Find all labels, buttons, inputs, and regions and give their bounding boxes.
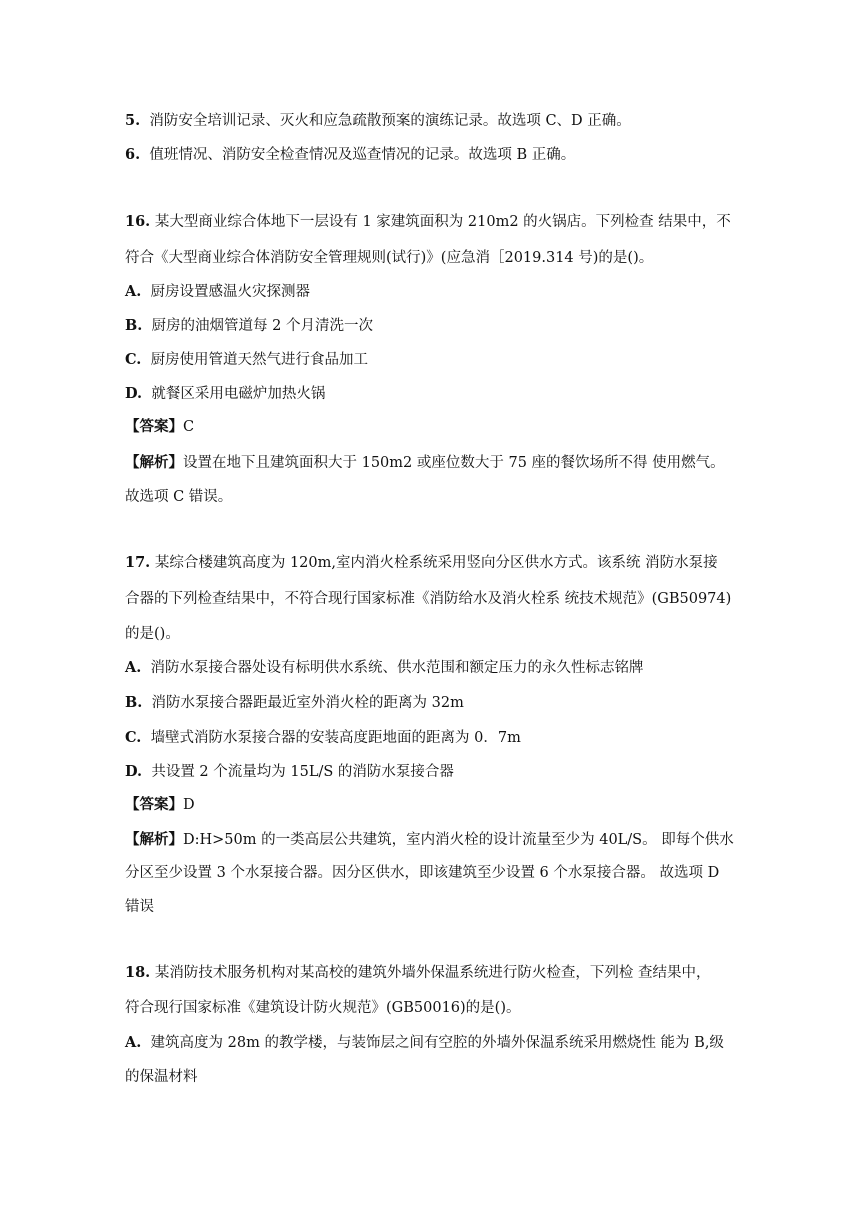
q16-stem-line-2 bbox=[125, 247, 747, 269]
option-label: C. bbox=[125, 351, 142, 368]
option-text: 消防水泵接合器距最近室外消火栓的距离为 32m bbox=[151, 695, 464, 711]
q16-analysis-line-2 bbox=[125, 486, 747, 508]
q16-option-c bbox=[125, 349, 747, 371]
analysis-text: 错误 bbox=[125, 899, 154, 915]
option-text: 建筑高度为 28m 的教学楼，与装饰层之间有空腔的外墙外保温系统采用燃烧性 能为 B,级 bbox=[150, 1035, 724, 1051]
question-number: 17. bbox=[125, 554, 151, 571]
q17-stem-line-3 bbox=[125, 623, 747, 645]
question-text: 某消防技术服务机构对某高校的建筑外墙外保温系统进行防火检查，下列检 查结果中， bbox=[154, 965, 711, 981]
option-label: D. bbox=[125, 763, 143, 780]
option-text: 就餐区采用电磁炉加热火锅 bbox=[151, 386, 326, 402]
option-text: 厨房设置感温火灾探测器 bbox=[150, 284, 311, 300]
list-item-5 bbox=[125, 110, 747, 132]
question-text: 的是()。 bbox=[125, 626, 180, 642]
option-label: A. bbox=[125, 283, 142, 300]
q17-option-b bbox=[125, 692, 747, 714]
list-item-6 bbox=[125, 144, 747, 166]
option-text: 的保温材料 bbox=[125, 1069, 198, 1085]
analysis-text: D:H>50m 的一类高层公共建筑，室内消火栓的设计流量至少为 40L/S。 即每个供水 bbox=[183, 832, 734, 848]
answer-value: D bbox=[183, 797, 195, 813]
option-text: 共设置 2 个流量均为 15L/S 的消防水泵接合器 bbox=[151, 764, 454, 780]
question-text: 某大型商业综合体地下一层设有 1 家建筑面积为 210m2 的火锅店。下列检查 结果中，不 bbox=[154, 214, 731, 230]
analysis-text: 故选项 C 错误。 bbox=[125, 489, 233, 505]
option-text: 墙壁式消防水泵接合器的安装高度距地面的距离为 0．7m bbox=[150, 730, 521, 746]
q17-option-d bbox=[125, 761, 747, 783]
item-number: 5. bbox=[125, 112, 141, 129]
q17-answer bbox=[125, 794, 747, 816]
option-label: D. bbox=[125, 385, 143, 402]
question-text: 符合现行国家标准《建筑设计防火规范》(GB50016)的是()。 bbox=[125, 1000, 521, 1016]
question-text: 合器的下列检查结果中，不符合现行国家标准《消防给水及消火栓系 统技术规范》(GB50974) bbox=[125, 591, 732, 607]
option-text: 消防水泵接合器处设有标明供水系统、供水范围和额定压力的永久性标志铭牌 bbox=[150, 660, 644, 676]
analysis-label: 【解析】 bbox=[125, 831, 183, 848]
q18-option-a-cont bbox=[125, 1066, 747, 1088]
q16-option-b bbox=[125, 315, 747, 337]
question-text: 某综合楼建筑高度为 120m,室内消火栓系统采用竖向分区供水方式。该系统 消防水泵接 bbox=[154, 555, 718, 571]
option-label: C. bbox=[125, 729, 142, 746]
q18-option-a bbox=[125, 1032, 747, 1054]
option-label: A. bbox=[125, 659, 142, 676]
question-number: 18. bbox=[125, 964, 151, 981]
q17-analysis-line-2 bbox=[125, 862, 747, 884]
option-label: B. bbox=[125, 317, 143, 334]
q17-option-a bbox=[125, 657, 747, 679]
q16-analysis-line-1 bbox=[125, 452, 747, 474]
item-text: 值班情况、消防安全检查情况及巡查情况的记录。故选项 B 正确。 bbox=[149, 147, 576, 163]
q17-analysis-line-1 bbox=[125, 829, 747, 851]
q17-option-c bbox=[125, 727, 747, 749]
question-number: 16. bbox=[125, 213, 151, 230]
analysis-label: 【解析】 bbox=[125, 454, 183, 471]
q16-answer bbox=[125, 416, 747, 438]
q17-stem-line-1 bbox=[125, 552, 747, 574]
option-label: B. bbox=[125, 694, 143, 711]
option-text: 厨房的油烟管道每 2 个月清洗一次 bbox=[151, 318, 373, 334]
item-number: 6. bbox=[125, 146, 141, 163]
answer-label: 【答案】 bbox=[125, 418, 183, 435]
answer-label: 【答案】 bbox=[125, 796, 183, 813]
q17-analysis-line-3 bbox=[125, 896, 747, 918]
q16-option-d bbox=[125, 383, 747, 405]
question-text: 符合《大型商业综合体消防安全管理规则(试行)》(应急消［2019.314 号)的是()。 bbox=[125, 250, 654, 266]
analysis-text: 设置在地下且建筑面积大于 150m2 或座位数大于 75 座的餐饮场所不得 使用燃气。 bbox=[183, 455, 725, 471]
option-text: 厨房使用管道天然气进行食品加工 bbox=[150, 352, 369, 368]
option-label: A. bbox=[125, 1034, 142, 1051]
q18-stem-line-1 bbox=[125, 962, 747, 984]
q16-option-a bbox=[125, 281, 747, 303]
analysis-text: 分区至少设置 3 个水泵接合器。因分区供水，即该建筑至少设置 6 个水泵接合器。 故选项 D bbox=[125, 865, 720, 881]
item-text: 消防安全培训记录、灭火和应急疏散预案的演练记录。故选项 C、D 正确。 bbox=[149, 113, 631, 129]
q17-stem-line-2 bbox=[125, 588, 747, 610]
q16-stem-line-1 bbox=[125, 211, 747, 233]
q18-stem-line-2 bbox=[125, 997, 747, 1019]
answer-value: C bbox=[183, 419, 195, 435]
